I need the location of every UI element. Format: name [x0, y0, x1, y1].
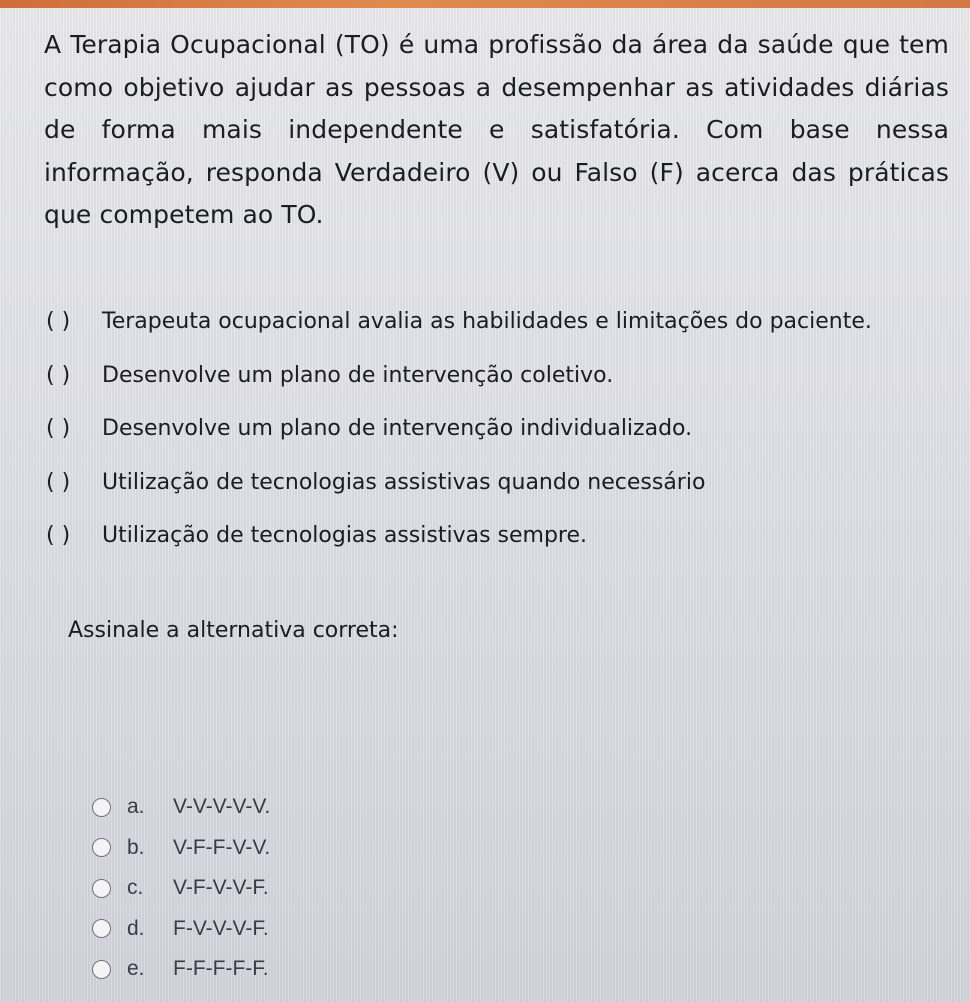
radio-button-icon[interactable] [92, 838, 111, 857]
answer-options [92, 787, 270, 990]
option-text: V-V-V-V-V. [173, 795, 271, 819]
option-letter: a. [127, 795, 145, 819]
statement-text: Utilização de tecnologias assistivas quando necessário [102, 469, 706, 495]
statement-blank: ( ) [46, 309, 71, 334]
radio-button-icon[interactable] [92, 960, 111, 979]
option-text: F-V-V-V-F. [173, 916, 269, 940]
statement-item [46, 309, 946, 363]
statement-blank: ( ) [46, 469, 71, 495]
statement-blank: ( ) [46, 523, 71, 548]
statement-list [46, 309, 946, 577]
statement-blank: ( ) [46, 362, 71, 388]
radio-button-icon[interactable] [92, 879, 111, 898]
question-stem: A Terapia Ocupacional (TO) é uma profissão da área da saúde que tem como objetivo ajudar as pessoas a desempenhar as atividades diárias de forma mais independente e satisfatória. Com base nessa informação, responda Verdadeiro (V) ou Falso (F) acerca das práticas que competem ao TO. [44, 30, 949, 229]
option-text: F-F-F-F-F. [173, 957, 269, 981]
option-letter: d. [127, 916, 145, 940]
option-text: V-F-F-V-V. [173, 835, 271, 859]
answer-option-a[interactable] [92, 787, 270, 828]
statement-item [46, 363, 946, 417]
answer-instruction: Assinale a alternativa correta: [68, 618, 399, 643]
statement-text: Desenvolve um plano de intervenção individualizado. [102, 416, 693, 441]
option-text: V-F-V-V-F. [173, 876, 269, 900]
radio-button-icon[interactable] [92, 798, 111, 817]
radio-button-icon[interactable] [92, 919, 111, 938]
statement-text: Desenvolve um plano de intervenção coletivo. [102, 362, 614, 388]
option-letter: b. [127, 835, 145, 859]
statement-text: Utilização de tecnologias assistivas sempre. [102, 523, 588, 548]
answer-option-e[interactable] [92, 949, 270, 990]
statement-item [46, 523, 946, 577]
statement-blank: ( ) [46, 416, 71, 441]
statement-text: Terapeuta ocupacional avalia as habilidades e limitações do paciente. [102, 309, 872, 334]
answer-option-c[interactable] [92, 868, 270, 909]
answer-option-b[interactable] [92, 828, 270, 869]
statement-item [46, 470, 946, 524]
option-letter: e. [127, 957, 145, 981]
option-letter: c. [127, 876, 144, 900]
statement-item [46, 416, 946, 470]
top-accent-bar [0, 0, 970, 8]
answer-option-d[interactable] [92, 909, 270, 950]
